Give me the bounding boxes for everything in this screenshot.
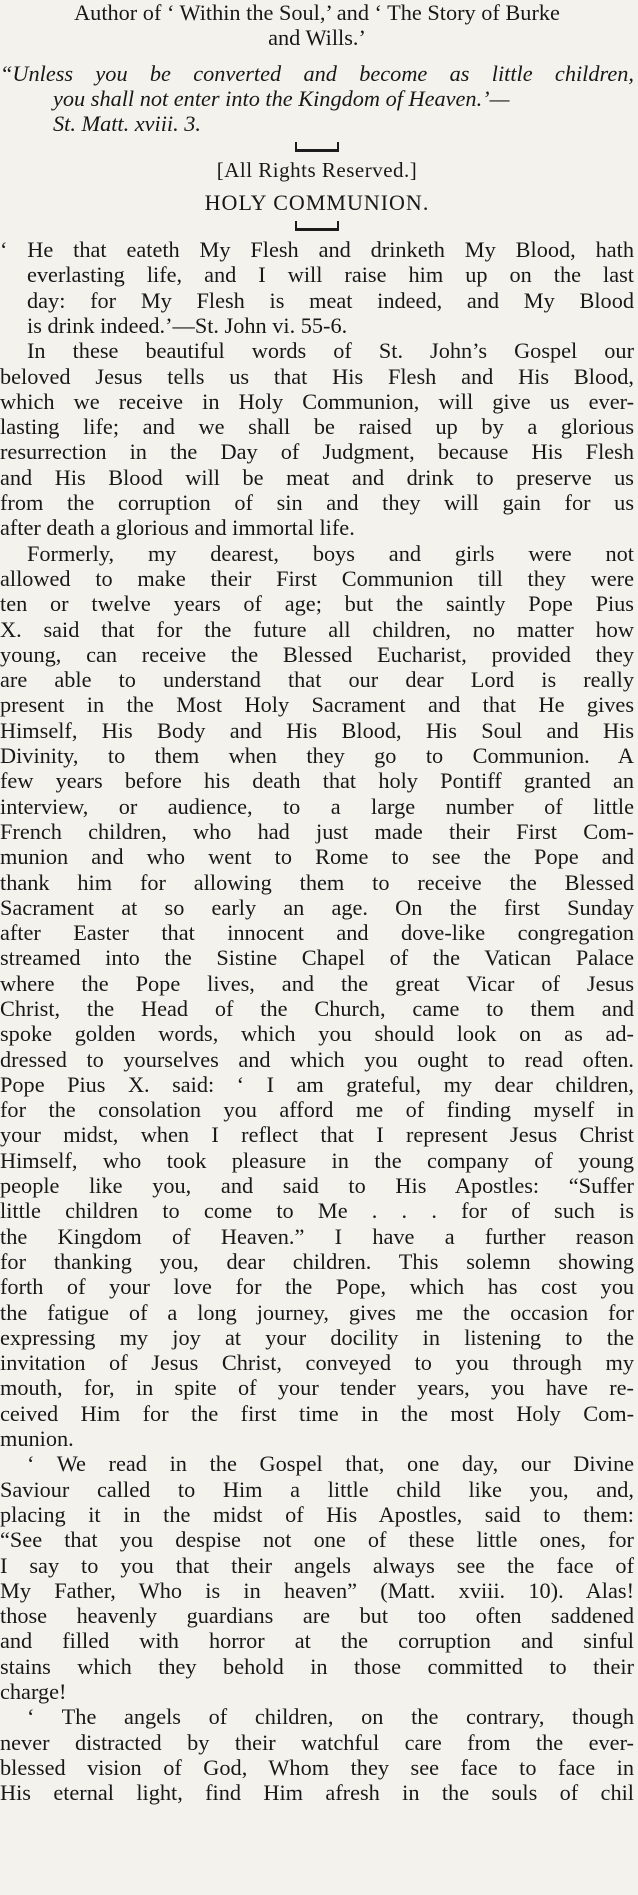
bracket-rule xyxy=(295,221,339,231)
author-line: and Wills.’ xyxy=(268,25,366,51)
body-text xyxy=(0,338,634,1805)
section-title: HOLY COMMUNION. xyxy=(204,189,430,215)
paragraph-line: munion. xyxy=(0,1426,74,1452)
paragraph-line: munion and who went to Rome to see the Pope and xyxy=(0,844,634,870)
paragraph-line: thank him for allowing them to receive the Blessed xyxy=(0,869,634,895)
paragraph-line: forth of your love for the Pope, which has cost you xyxy=(0,1274,634,1300)
paragraph-line: Formerly, my dearest, boys and girls were not xyxy=(27,540,634,566)
paragraph-line: few years before his death that holy Pontiff granted an xyxy=(0,768,634,794)
paragraph-line: expressing my joy at your docility in listening to the xyxy=(0,1324,634,1350)
paragraph-line: ‘ The angels of children, on the contrary, though xyxy=(27,1704,634,1730)
paragraph-line: stains which they behold in those committed to their xyxy=(0,1653,634,1679)
epigraph-line: St. Matt. xviii. 3. xyxy=(53,111,201,137)
paragraph-line: after death a glorious and immortal life. xyxy=(0,515,355,541)
paragraph-line: present in the Most Holy Sacrament and that He gives xyxy=(0,692,634,718)
paragraph-line: never distracted by their watchful care from the ever- xyxy=(0,1729,634,1755)
quote-line: ‘ He that eateth My Flesh and drinketh My Blood, hath xyxy=(0,237,634,263)
paragraph-line: after Easter that innocent and dove-like congregation xyxy=(0,920,634,946)
scripture-quote xyxy=(0,237,634,338)
paragraph-line: dressed to yourselves and which you ought to read often. xyxy=(0,1046,634,1072)
paragraph-line: My Father, Who is in heaven” (Matt. xviii. 10). Alas! xyxy=(0,1577,634,1603)
paragraph-line: people like you, and said to His Apostles: “Suffer xyxy=(0,1173,634,1199)
paragraph-line: “See that you despise not one of these little ones, for xyxy=(0,1527,634,1553)
paragraph-line: Divinity, to them when they go to Communion. A xyxy=(0,743,634,769)
quote-line: everlasting life, and I will raise him up on the last xyxy=(27,262,634,288)
paragraph-line: X. said that for the future all children, no matter how xyxy=(0,616,634,642)
paragraph-line: resurrection in the Day of Judgment, because His Flesh xyxy=(0,439,634,465)
paragraph-line: His eternal light, find Him afresh in the souls of chil xyxy=(0,1780,634,1806)
author-line: Author of ‘ Within the Soul,’ and ‘ The Story of Burke xyxy=(74,0,560,25)
paragraph-line: for thanking you, dear children. This solemn showing xyxy=(0,1248,634,1274)
paragraph-line: ceived Him for the first time in the most Holy Com- xyxy=(0,1400,634,1426)
paragraph-line: Christ, the Head of the Church, came to them and xyxy=(0,995,634,1021)
epigraph xyxy=(0,61,634,137)
paragraph-line: I say to you that their angels always see the face of xyxy=(0,1552,634,1578)
rights-notice: [All Rights Reserved.] xyxy=(216,158,418,183)
paragraph-line: interview, or audience, to a large number of little xyxy=(0,793,634,819)
paragraph xyxy=(0,1451,634,1704)
paragraph-line: spoke golden words, which you should look on as ad- xyxy=(0,1021,634,1047)
paragraph-line: the Kingdom of Heaven.” I have a further reason xyxy=(0,1223,634,1249)
bracket-rule xyxy=(295,142,339,152)
paragraph-line: are able to understand that our dear Lord is really xyxy=(0,667,634,693)
paragraph-line: Himself, His Body and His Blood, His Soul and His xyxy=(0,717,634,743)
paragraph xyxy=(0,338,634,540)
paragraph-line: the fatigue of a long journey, gives me the occasion for xyxy=(0,1299,634,1325)
paragraph-line: Himself, who took pleasure in the company of young xyxy=(0,1147,634,1173)
paragraph-line: where the Pope lives, and the great Vicar of Jesus xyxy=(0,970,634,996)
paragraph-line: from the corruption of sin and they will gain for us xyxy=(0,490,634,516)
paragraph-line: beloved Jesus tells us that His Flesh and His Blood, xyxy=(0,363,634,389)
paragraph-line: mouth, for, in spite of your tender years, you have re- xyxy=(0,1375,634,1401)
paragraph-line: which we receive in Holy Communion, will give us ever- xyxy=(0,388,634,414)
paragraph-line: little children to come to Me . . . for of such is xyxy=(0,1198,634,1224)
paragraph-line: ten or twelve years of age; but the saintly Pope Pius xyxy=(0,591,634,617)
paragraph-line: streamed into the Sistine Chapel of the Vatican Palace xyxy=(0,945,634,971)
paragraph-line: for the consolation you afford me of finding myself in xyxy=(0,1097,634,1123)
epigraph-line: “Unless you be converted and become as little children, xyxy=(0,60,634,86)
paragraph-line: charge! xyxy=(0,1679,67,1704)
paragraph xyxy=(0,1704,634,1805)
epigraph-line: you shall not enter into the Kingdom of Heaven.’— xyxy=(53,85,510,111)
paragraph-line: your midst, when I reflect that I represent Jesus Christ xyxy=(0,1122,634,1148)
paragraph-line: and His Blood will be meat and drink to preserve us xyxy=(0,464,634,490)
paragraph-line: lasting life; and we shall be raised up by a glorious xyxy=(0,414,634,440)
paragraph-line: allowed to make their First Communion till they were xyxy=(0,565,634,591)
paragraph-line: Sacrament at so early an age. On the first Sunday xyxy=(0,894,634,920)
quote-line: day: for My Flesh is meat indeed, and My Blood xyxy=(27,287,634,313)
paragraph-line: French children, who had just made their First Com- xyxy=(0,818,634,844)
paragraph-line: Saviour called to Him a little child like you, and, xyxy=(0,1476,634,1502)
paragraph-line: Pope Pius X. said: ‘ I am grateful, my dear children, xyxy=(0,1071,634,1097)
paragraph-line: blessed vision of God, Whom they see face to face in xyxy=(0,1754,634,1780)
paragraph-line: and filled with horror at the corruption and sinful xyxy=(0,1628,634,1654)
paragraph-line: In these beautiful words of St. John’s Gospel our xyxy=(27,338,634,364)
paragraph xyxy=(0,541,634,1452)
paragraph-line: invitation of Jesus Christ, conveyed to you through my xyxy=(0,1350,634,1376)
quote-line: is drink indeed.’—St. John vi. 55-6. xyxy=(27,312,348,338)
author-header xyxy=(0,0,634,51)
paragraph-line: ‘ We read in the Gospel that, one day, our Divine xyxy=(27,1451,634,1477)
paragraph-line: those heavenly guardians are but too often saddened xyxy=(0,1603,634,1629)
paragraph-line: placing it in the midst of His Apostles, said to them: xyxy=(0,1501,634,1527)
paragraph-line: young, can receive the Blessed Eucharist, provided they xyxy=(0,641,634,667)
